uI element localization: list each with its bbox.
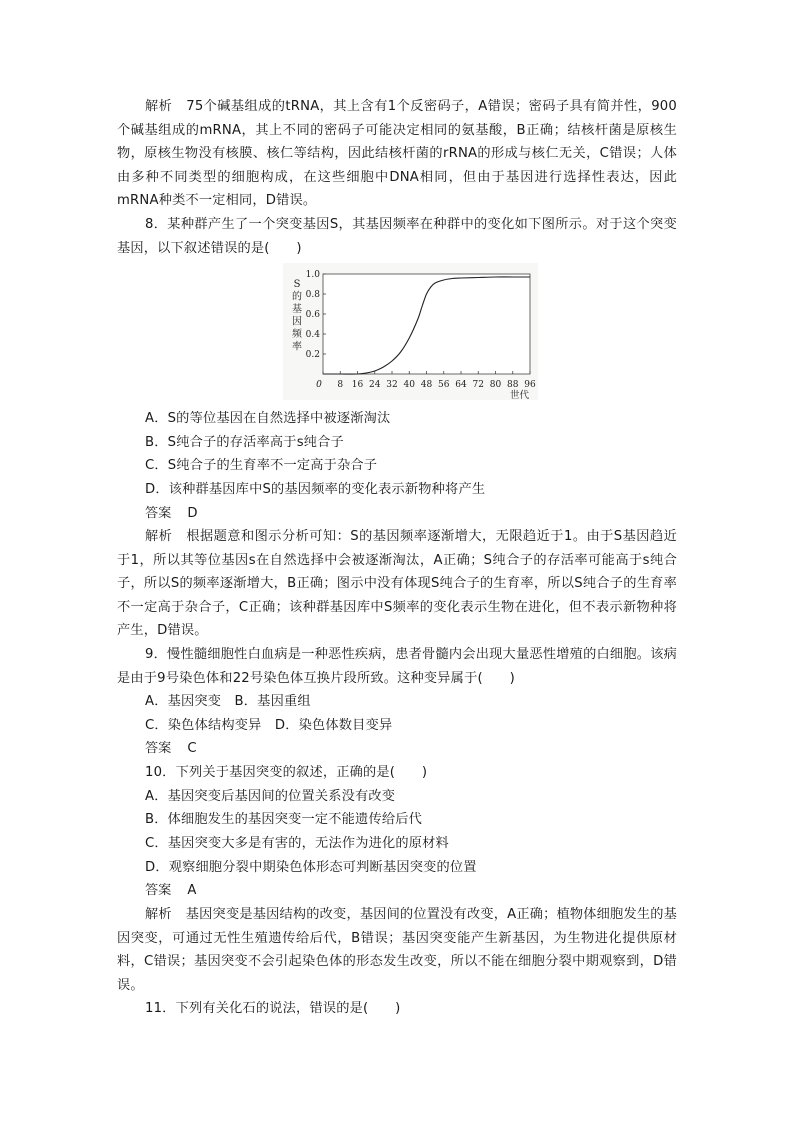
question-11-stem: 11．下列有关化石的说法，错误的是( ) [145, 1001, 401, 1016]
q8-option-c: C．S纯合子的生育率不一定高于杂合子 [145, 458, 378, 473]
y-axis-label-char: 的 [292, 291, 302, 303]
q10-option-b: B．体细胞发生的基因突变一定不能遗传给后代 [145, 812, 422, 827]
analysis-text: 根据题意和图示分析可知：S的基因频率逐渐增大，无限趋近于1。由于S基因趋近于1，所以其等位基因s在自然选择中会被逐渐淘汰，A正确；S纯合子的存活率可能高于s纯合子，所以S的频率逐渐增大，B正确；图示中没有体现S纯合子的生育率，所以S纯合子的生育率不一定高于杂合子，C正确；该种群基因库中S频率的变化表示生物在进化，但不表示新物种将产生，D错误。 [117, 529, 678, 639]
analysis-paragraph-1 [117, 95, 677, 213]
q8-option-d: D．该种群基因库中S的基因频率的变化表示新物种将产生 [145, 482, 486, 497]
answer-label: 答案 [145, 741, 172, 756]
y-axis-label-char: 率 [292, 341, 302, 353]
x-tick-label: 0 [316, 380, 322, 390]
x-tick-label: 64 [455, 380, 467, 390]
y-tick-label: 1.0 [305, 270, 320, 280]
x-tick-label: 88 [507, 380, 519, 390]
answer-label: 答案 [145, 506, 172, 521]
answer-value: C [187, 741, 197, 756]
answer-value: A [187, 883, 197, 898]
x-axis-label: 世代 [509, 390, 529, 400]
analysis-tag: 解析 [145, 529, 173, 544]
y-axis-label-char: S [293, 279, 301, 290]
question-10-stem: 10．下列关于基因突变的叙述，正确的是( ) [145, 765, 428, 780]
x-tick-label: 48 [420, 380, 433, 390]
y-tick-label: 0.2 [305, 350, 320, 360]
x-tick-label: 80 [489, 380, 502, 390]
q10-analysis [117, 903, 677, 997]
q8-option-b: B．S纯合子的存活率高于s纯合子 [145, 435, 344, 450]
x-tick-label: 32 [386, 380, 398, 390]
q10-option-d: D．观察细胞分裂中期染色体形态可判断基因突变的位置 [145, 860, 477, 875]
answer-label: 答案 [145, 883, 172, 898]
analysis-tag: 解析 [145, 99, 173, 114]
q9-answer [145, 737, 197, 761]
question-9-stem: 9．慢性髓细胞性白血病是一种恶性疾病，患者骨髓内会出现大量恶性增殖的白细胞。该病是由于9号染色体和22号染色体互换片段所致。这种变异属于( ) [117, 647, 677, 686]
q9-options-row-2: C．染色体结构变异 D．染色体数目变异 [145, 718, 393, 733]
x-tick-label: 8 [337, 380, 344, 390]
answer-value: D [187, 506, 198, 521]
question-8-stem: 8．某种群产生了一个突变基因S，其基因频率在种群中的变化如下图所示。对于这个突变基因，以下叙述错误的是( ) [117, 217, 677, 256]
x-tick-label: 16 [351, 380, 364, 390]
x-tick-label: 96 [524, 380, 536, 390]
q8-option-a: A．S的等位基因在自然选择中被逐渐淘汰 [145, 411, 391, 426]
q9-options-row-1: A．基因突变 B．基因重组 [145, 694, 311, 709]
analysis-tag: 解析 [145, 907, 172, 922]
y-axis-label-char: 频 [292, 329, 302, 340]
q8-analysis [117, 525, 677, 643]
q10-answer [145, 879, 196, 903]
x-tick-label: 72 [472, 380, 484, 390]
y-tick-label: 0.8 [305, 290, 320, 300]
q10-option-c: C．基因突变大多是有害的，无法作为进化的原材料 [145, 836, 449, 851]
y-axis-label-char: 基 [292, 304, 302, 315]
x-tick-label: 56 [438, 380, 450, 390]
analysis-text: 75个碱基组成的tRNA，其上含有1个反密码子，A错误；密码子具有简并性，900个碱基组成的mRNA，其上不同的密码子可能决定相同的氨基酸，B正确；结核杆菌是原核生物，原核生物没有核膜、核仁等结构，因此结核杆菌的rRNA的形成与核仁无关，C错误；人体由多种不同类型的细胞构成，在这些细胞中DNA相同，但由于基因进行选择性表达，因此mRNA种类不一定相同，D错误。 [117, 99, 677, 209]
analysis-text: 基因突变是基因结构的改变，基因间的位置没有改变，A正确；植物体细胞发生的基因突变，可通过无性生殖遗传给后代，B错误；基因突变能产生新基因，为生物进化提供原材料，C错误；基因突变不会引起染色体的形态发生改变，所以不能在细胞分裂中期观察到，D错误。 [117, 907, 677, 993]
y-tick-label: 0.4 [305, 330, 320, 340]
plot-frame [323, 274, 530, 374]
gene-frequency-chart [283, 263, 538, 400]
y-tick-label: 0.6 [305, 310, 320, 320]
x-tick-label: 24 [369, 380, 381, 390]
q10-option-a: A．基因突变后基因间的位置关系没有改变 [145, 789, 396, 804]
q8-answer [145, 502, 198, 526]
x-tick-label: 40 [403, 380, 415, 390]
y-axis-label-char: 因 [292, 316, 302, 328]
